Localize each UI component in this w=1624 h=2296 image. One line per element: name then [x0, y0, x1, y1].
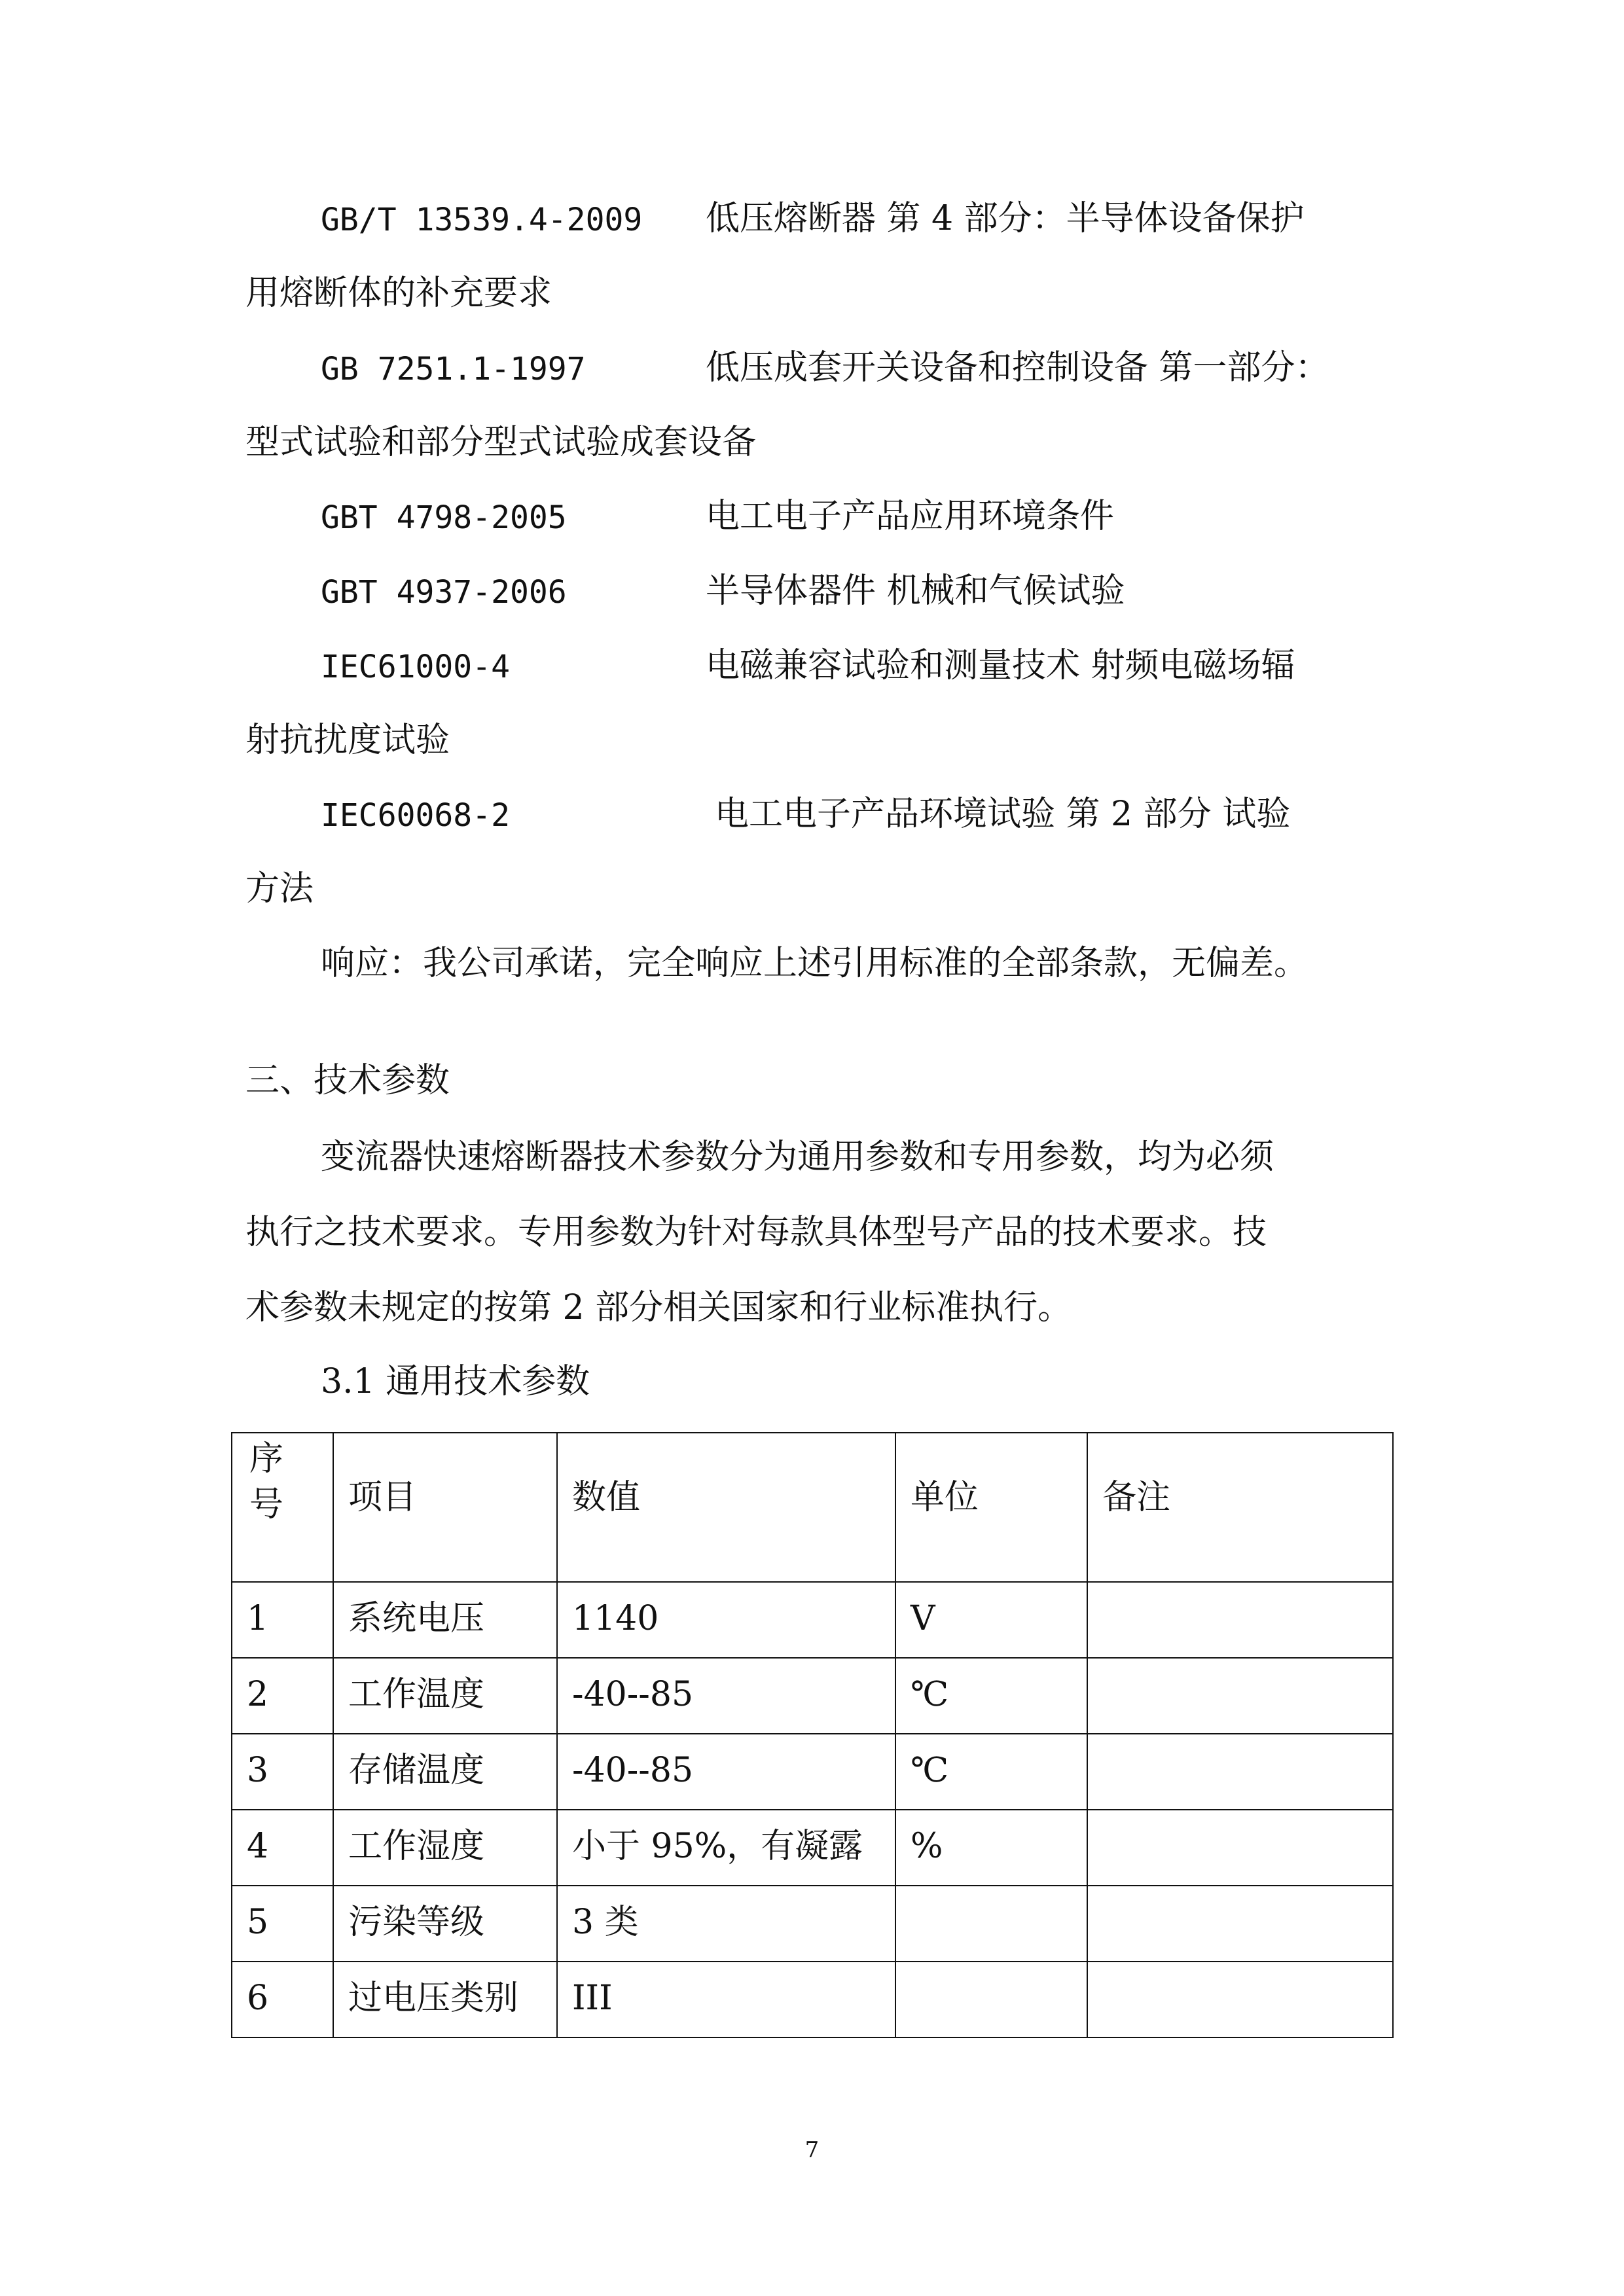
standard-code: IEC60068-2 [321, 797, 510, 834]
header-index-top: 序 [249, 1439, 284, 1479]
standard-title: 低压成套开关设备和控制设备 第一部分： [706, 348, 1329, 387]
cell-unit [895, 1886, 1087, 1962]
header-note: 备注 [1087, 1433, 1393, 1582]
cell-value: 小于 95%，有凝露 [557, 1810, 895, 1886]
cell-item: 工作温度 [333, 1658, 557, 1734]
cell-index: 2 [232, 1658, 333, 1734]
header-index-bottom: 号 [249, 1485, 284, 1525]
standard-title-continuation: 射抗扰度试验 [245, 721, 450, 760]
standard-title-continuation: 方法 [245, 869, 314, 908]
response-statement: 响应：我公司承诺，完全响应上述引用标准的全部条款，无偏差。 [321, 944, 1308, 983]
standard-title-continuation: 用熔断体的补充要求 [245, 274, 552, 313]
standard-title: 电磁兼容试验和测量技术 射频电磁场辐 [706, 646, 1295, 685]
cell-unit: V [895, 1582, 1087, 1658]
standard-code: IEC61000-4 [321, 649, 510, 685]
cell-index: 5 [232, 1886, 333, 1962]
cell-note [1087, 1582, 1393, 1658]
standard-code: GBT 4798-2005 [321, 499, 567, 536]
paragraph-line: 术参数未规定的按第 2 部分相关国家和行业标准执行。 [245, 1288, 1072, 1327]
cell-note [1087, 1810, 1393, 1886]
standard-title: 电工电子产品应用环境条件 [706, 497, 1115, 536]
cell-item: 过电压类别 [333, 1962, 557, 2037]
table-row [232, 1962, 1393, 2037]
cell-note [1087, 1886, 1393, 1962]
table-row [232, 1886, 1393, 1962]
general-parameters-table [231, 1432, 1394, 2038]
standard-title: 半导体器件 机械和气候试验 [706, 571, 1125, 611]
cell-unit: % [895, 1810, 1087, 1886]
header-item: 项目 [333, 1433, 557, 1582]
standard-code: GBT 4937-2006 [321, 574, 567, 611]
cell-item: 系统电压 [333, 1582, 557, 1658]
cell-value: -40--85 [557, 1658, 895, 1734]
table-row [232, 1658, 1393, 1734]
cell-value: -40--85 [557, 1734, 895, 1810]
cell-value: 3 类 [557, 1886, 895, 1962]
cell-unit: ℃ [895, 1658, 1087, 1734]
cell-note [1087, 1658, 1393, 1734]
table-row [232, 1582, 1393, 1658]
standard-title-continuation: 型式试验和部分型式试验成套设备 [245, 423, 757, 462]
cell-value: 1140 [557, 1582, 895, 1658]
standard-title: 低压熔断器 第 4 部分：半导体设备保护 [706, 199, 1305, 238]
table-header-row [232, 1433, 1393, 1582]
cell-index: 1 [232, 1582, 333, 1658]
paragraph-line: 变流器快速熔断器技术参数分为通用参数和专用参数，均为必须 [321, 1138, 1274, 1177]
cell-note [1087, 1962, 1393, 2037]
cell-item: 存储温度 [333, 1734, 557, 1810]
cell-index: 4 [232, 1810, 333, 1886]
paragraph-line: 执行之技术要求。专用参数为针对每款具体型号产品的技术要求。技 [245, 1213, 1267, 1252]
page-number: 7 [804, 2137, 820, 2163]
section-heading: 三、技术参数 [245, 1061, 450, 1100]
cell-item: 污染等级 [333, 1886, 557, 1962]
cell-index: 6 [232, 1962, 333, 2037]
cell-item: 工作湿度 [333, 1810, 557, 1886]
header-index [232, 1433, 333, 1582]
table-row [232, 1810, 1393, 1886]
header-value: 数值 [557, 1433, 895, 1582]
table-row [232, 1734, 1393, 1810]
standard-code: GB 7251.1-1997 [321, 351, 586, 387]
standard-title: 电工电子产品环境试验 第 2 部分 试验 [715, 795, 1291, 834]
cell-index: 3 [232, 1734, 333, 1810]
cell-unit [895, 1962, 1087, 2037]
standard-code: GB/T 13539.4-2009 [321, 202, 643, 238]
cell-note [1087, 1734, 1393, 1810]
header-unit: 单位 [895, 1433, 1087, 1582]
cell-unit: ℃ [895, 1734, 1087, 1810]
cell-value: III [557, 1962, 895, 2037]
subsection-heading: 3.1 通用技术参数 [321, 1362, 590, 1401]
